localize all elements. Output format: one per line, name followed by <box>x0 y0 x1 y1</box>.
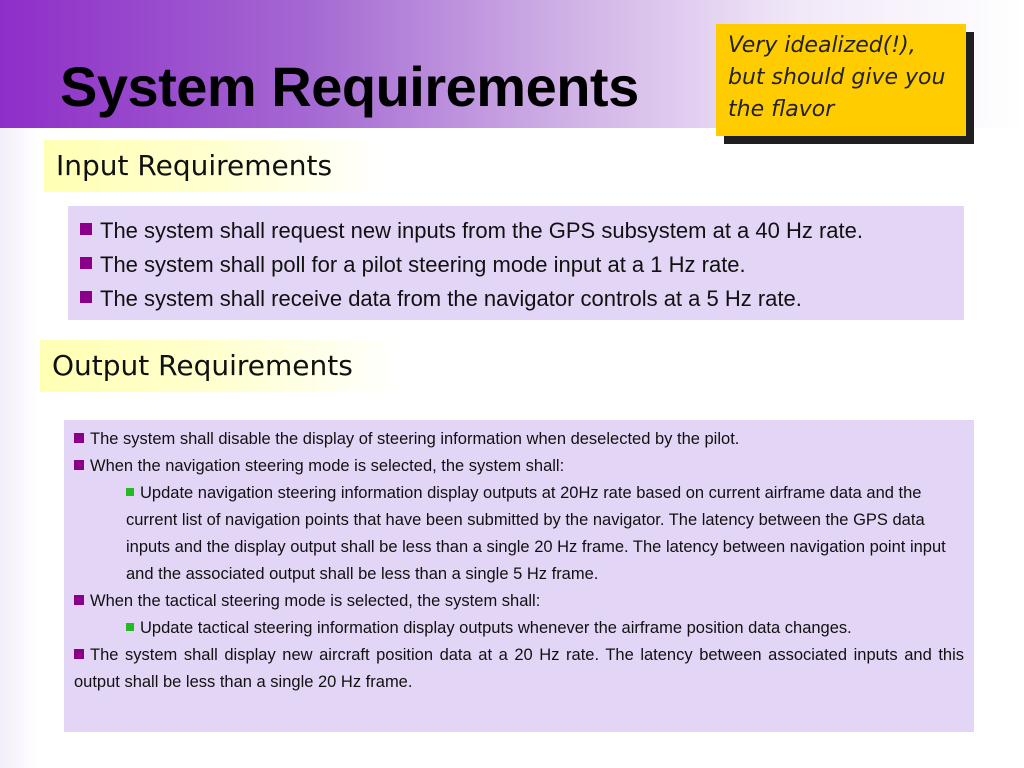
square-bullet-icon <box>74 649 84 659</box>
list-item <box>80 282 954 316</box>
list-item <box>74 453 964 480</box>
output-requirements-header: Output Requirements <box>40 340 400 392</box>
slide-title: System Requirements <box>60 55 639 118</box>
list-item-text: When the tactical steering mode is selected, the system shall: <box>90 592 541 610</box>
list-item <box>74 588 964 615</box>
square-bullet-icon <box>74 460 84 470</box>
green-square-bullet-icon <box>126 623 134 631</box>
square-bullet-icon <box>80 291 92 303</box>
list-item-text: When the navigation steering mode is selected, the system shall: <box>90 457 565 475</box>
square-bullet-icon <box>74 595 84 605</box>
list-item-text: The system shall disable the display of steering information when deselected by the pilot. <box>90 430 740 448</box>
square-bullet-icon <box>80 223 92 235</box>
sub-list-item <box>74 480 964 588</box>
list-item <box>74 642 964 696</box>
list-item <box>80 214 954 248</box>
list-item-text: The system shall request new inputs from the GPS subsystem at a 40 Hz rate. <box>100 218 863 243</box>
list-item <box>74 426 964 453</box>
list-item <box>80 248 954 282</box>
green-square-bullet-icon <box>126 488 134 496</box>
callout-note: Very idealized(!), but should give you the flavor <box>716 24 966 136</box>
input-requirements-box <box>68 206 964 320</box>
sub-list-item-text: Update tactical steering information display outputs whenever the airframe position data changes. <box>140 619 852 637</box>
input-requirements-header: Input Requirements <box>44 140 384 192</box>
list-item-text: The system shall display new aircraft position data at a 20 Hz rate. The latency between associated inputs and this output shall be less than a single 20 Hz frame. <box>74 646 964 691</box>
square-bullet-icon <box>74 433 84 443</box>
square-bullet-icon <box>80 257 92 269</box>
left-margin-band <box>0 128 38 768</box>
output-requirements-box <box>64 420 974 732</box>
sub-list-item <box>74 615 964 642</box>
sub-list-item-text: Update navigation steering information display outputs at 20Hz rate based on current airframe data and the current list of navigation points that have been submitted by the navigator. The latency between the GPS data inputs and the display output shall be less than a single 20 Hz frame. The latency between navigation point input and the associated output shall be less than a single 5 Hz frame. <box>126 484 946 583</box>
list-item-text: The system shall poll for a pilot steering mode input at a 1 Hz rate. <box>100 252 746 277</box>
list-item-text: The system shall receive data from the navigator controls at a 5 Hz rate. <box>100 286 802 311</box>
